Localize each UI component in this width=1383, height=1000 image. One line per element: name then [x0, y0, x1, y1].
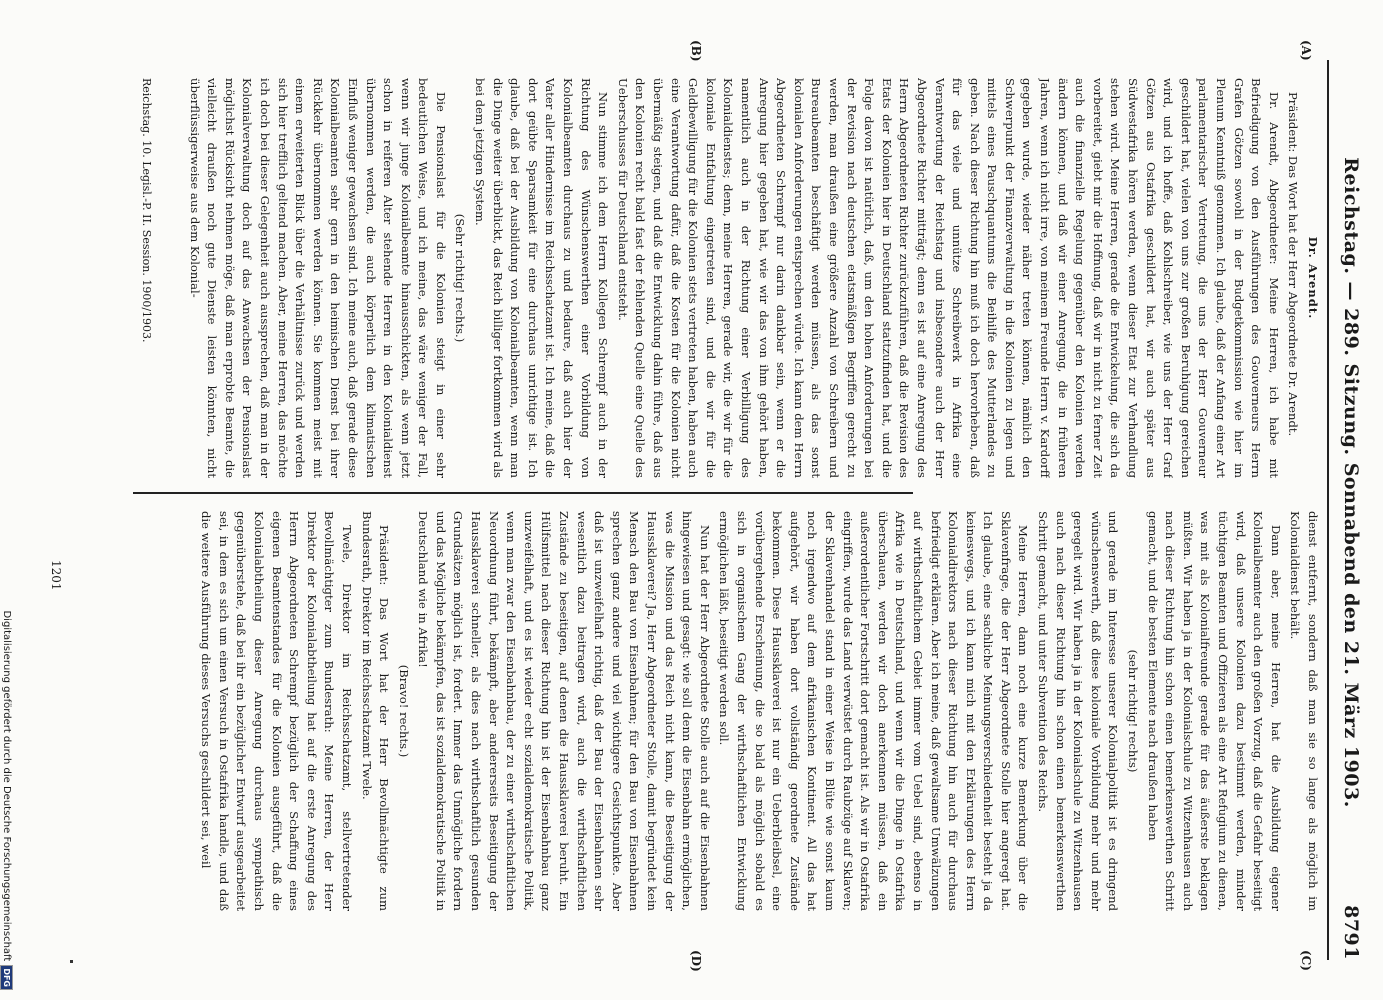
margin-mark-b: (B) [689, 40, 703, 62]
paragraph: Twele, Direktor im Reichsschatzamt, stellvertretender Bevollmächtigter zum Bundesrath: Meine Herren, der Herr Direktor der Kolonialabtheilung hat auf die erste Anregung des Herrn Abgeordneten Schrempf bezüglich der Schaffung eines eigenen Beamtenstandes für die Kolonien ausgeführt, daß die Kolonialabtheilung dieser Anregung durchaus sympathisch gegenüberstehe, daß bei ihr ein bezüglicher Entwurf ausgearbeitet sei, in dem es sich um einen Versuch in Ostafrika handle, und daß die weitere Ausführung dieses Versuchs geschildert sei, weil [199, 511, 354, 911]
header-page-number: 8791 [1340, 905, 1362, 960]
interjection: (Bravo! rechts.) [396, 664, 411, 758]
paragraph: Dann aber, meine Herren, hat die Ausbildung eigener Kolonialbeamter auch den großen Vorzug, daß die Gefahr beseitigt wird, daß unsere Kolonien dazu bestimmt werden, minder tüchtigen Beamten und Offizieren als eine Art Refugium zu dienen, was mit als Kolonialfreunde gerade für das äußerste beklagen müßten. Wir haben ja in der Kolonialschule zu Witzenhausen auch nach dieser Richtung hin schon einen bemerkenswerthen Schritt gemacht, und die besten Elemente nach draußen haben [1145, 511, 1283, 911]
dfg-logo-icon: DFG [0, 965, 13, 990]
page-header [1333, 60, 1369, 960]
footer-page-number: 1201 [49, 560, 63, 591]
interjection: (Sehr richtig! rechts.) [453, 213, 468, 343]
credit-text: Digitalisierung gefördert durch die Deutsche Forschungsgemeinschaft [1, 610, 12, 962]
paragraph: und gerade im Interesse unserer Kolonialpolitik ist es dringend wünschenswerth, daß diese koloniale Vorbildung mehr und mehr geregelt wird. Wir haben ja in der Kolonialschule zu Witzenhausen auch nach dieser Richtung hin schon einen bemerkenswerthen Schritt gemacht, und unter Subvention des Reichs. [1036, 511, 1121, 911]
speaker-heading: Dr. Arendt. [1306, 236, 1320, 320]
margin-mark-c: (C) [1299, 950, 1313, 971]
paragraph: Präsident: Das Wort hat der Herr Bevollmächtigte zum Bundesrath, Direktor im Reichsschatzamt Twele. [359, 511, 392, 911]
paragraph: Dr. Arendt, Abgeordneter: Meine Herren, ich habe mit Befriedigung von den Ausführungen des Gouverneurs Herrn Grafen Götzen sowohl in der Budgetkommission wie hier im Plenum Kenntniß genommen. Ich glaube, daß der Anfang einer Art parlamentarischer Vertretung, die uns der Herr Gouverneur geschildert hat, vielen von uns zur großen Beruhigung gereichen wird, und ich hoffe, daß Kohlschreiber, wie uns der Herr Graf Götzen aus Ostafrika geschildert hat, wir auch später aus Südwestafrika hören werden, wenn dieser Etat zur Verhandlung stehen wird. Meine Herren, gerade die Entwickelung, die sich da vorbereitet, giebt mir die Hoffnung, daß wir in nicht zu ferner Zeit auch die finanzielle Regelung gegenüber den Kolonien werden ändern können, und daß wir einer Anregung, die in früheren Jahren, wenn ich nicht irre, von meinem Freunde Herrn v. Kardorff gegeben wurde, wieder näher treten können, nämlich den Schwerpunkt der Finanzverwaltung in die Kolonien zu legen und mittels eines Pauschquantums die Beihilfe des Mutterlandes zu geben. Nach dieser Richtung hin muß ich doch hervorheben, daß für das viele und unnütze Schreibwerk in Afrika eine Verantwortung der Reichstag und insbesondere auch der Herr Abgeordnete Richter mitträgt; denn es ist auf eine Anregung des Herrn Abgeordneten Richter zurückzuführen, daß die Revision des Etats der Kolonien hier in Deutschland stattzufinden hat, und die Folge davon ist natürlich, daß, um den hohen Anforderungen bei der Revision nach deutschen etatsmäßigen Begriffen gerecht zu werden, man draußen eine größere Anzahl von Schreibern und Bureaubeamten beschäftigt werden müssen, als das sonst kolonialen Anforderungen entsprechen würde. Ich kann dem Herrn Abgeordneten Schrempf nur darin dankbar sein, wenn er die Anregung hier gegeben hat, wie wir das von ihm gehört haben, namentlich auch in der Richtung einer Verbilligung des Kolonialdienstes; denn, meine Herren, gerade wir, die wir für die koloniale Entfaltung eingetreten sind, und die wir für die Geldbewilligung für die Kolonien stets vertreten haben, haben auch eine Verantwortung dafür, daß die Kosten für die Kolonien nicht übermäßig steigen, und daß die Entwicklung dahin führe, daß aus den Kolonien recht bald fast der fehlenden Quelle eine Quelle des Ueberschusses für Deutschland entsteht. [615, 78, 1281, 478]
digitization-credit [0, 0, 13, 1000]
header-rule [1327, 60, 1329, 960]
paragraph: dienst entfernt, sondern daß man sie so lange als möglich im Kolonialdienst behält. [1288, 511, 1320, 911]
left-column [161, 78, 1321, 478]
margin-mark-d: (D) [689, 950, 703, 972]
scan-dot [70, 960, 73, 963]
paragraph: Präsident: Das Wort hat der Herr Abgeordnete Dr. Arendt. [1286, 92, 1301, 437]
interjection: (sehr richtig! rechts) [1126, 649, 1141, 773]
footer-session-info: Reichstag. 10. Legisl.-P. II. Session. 1900/1903. [140, 78, 153, 343]
column-divider [133, 492, 913, 494]
paragraph: Nun hat der Herr Abgeordnete Stolle auch auf die Eisenbahnen hingewiesen und gesagt: wie soll denn die Eisenbahn ermöglichen, was die Mission und das Reich nicht kann, die Beseitigung der Haussklaverei? Ja, Herr Abgeordneter Stolle, damit begründet kein Mensch den Bau von Eisenbahnen; für den Bau von Eisenbahnen sprechen ganz andere und viel wichtigere Gesichtspunkte. Aber daß ist unzweifelhaft richtig, daß der Bau der Eisenbahnen sehr wesentlich dazu beitragen wird, auch die wirthschaftlichen Zustände zu beseitigen, auf denen die Haussklaverei beruht. Ein Hülfsmittel nach dieser Richtung hin ist der Eisenbahnbau ganz unzweifelhaft, und es ist wieder echt sozialdemokratische Politik, wenn man zwar den Eisenbahnbau, der zu einer wirthschaftlichen Neuordnung führt, bekämpft, aber andererseits Beseitigung der Haussklaverei schneller, als dies nach wirthschaftlich gesunden Grundsätzen möglich ist, fordert. Immer das Unmögliche fordern und das Mögliche bekämpfen, das ist sozialdemokratische Politik in Deutschland wie in Afrika! [416, 511, 712, 911]
paragraph: Meine Herren, dann noch eine kurze Bemerkung über die Sklavenfrage, die der Herr Abgeordnete Stolle hier angeregt hat. Ich glaube, eine sachliche Meinungsverschiedenheit besteht ja da keineswegs, und ich kann mich mit den Erklärungen des Herrn Kolonialdirektors nach dieser Richtung hin auch für durchaus befriedigt erklären. Aber ich meine, daß gewaltsame Umwälzungen auf wirthschaftlichem Gebiet immer vom Uebel sind, ebenso in Afrika wie in Deutschland, und wenn wir die Dinge in Ostafrika überschauen, werden wir doch anerkennen müssen, daß ein außerordentlicher Fortschritt dort gemacht ist. Als wir in Ostafrika eingriffen, wurde das Land verwüstet durch Raubzüge auf Sklaven; der Sklavenhandel stand in einer Weise in Blüte wie sonst kaum noch irgendwo auf dem afrikanischen Kontinent. All das hat aufgehört, wir haben dort vollständig geordnete Zustände bekommen. Diese Haussklaverei ist nur ein Ueberbleibsel, eine vorübergehende Erscheinung, die so bald als möglich sobald es sich in organischem Gang der wirthschaftlichen Entwicklung ermöglichen läßt, beseitigt werden soll. [717, 511, 1031, 911]
paragraph: Die Pensionslast für die Kolonien steigt in einer sehr bedeutlichen Weise, und ich meine, das wäre weniger der Fall, wenn wir junge Kolonialbeamte hinausschickten, als wenn jetzt schon in reiferen Alter stehende Herren in den Kolonialdienst übernommen werden, die auch körperlich dem klimatischen Einfluß weniger gewachsen sind. Ich meine auch, daß gerade diese Kolonialbeamten sehr gern in den heimischen Dienst bei ihrer Rückkehr übernommen werden können. Sie kommen meist mit einem erweiterten Blick über die Verhältnisse zurück und werden sich hier trefflich geltend machen. Aber, meine Herren, das möchte ich doch bei dieser Gelegenheit auch aussprechen, daß man in der Kolonialverwaltung doch auf das Anwachsen der Pensionslast möglichst Rücksicht nehmen möge, daß man erprobte Beamte, die vielleicht draußen noch gute Dienste leisten könnten, nicht überflüssigerweise aus dem Kolonial- [187, 78, 448, 478]
right-column [161, 511, 1321, 911]
margin-mark-a: (A) [1299, 40, 1313, 61]
paragraph: Nun stimme ich dem Herrn Kollegen Schrempf auch in der Richtung des Wünschenswerthen einer Vorbildung von Kolonialbeamten durchaus zu und bedaure, daß auch hier der Vater aller Hindernisse im Reichsschatzamt ist. Ich meine, daß die dort geübte Sparsamkeit für eine durchaus unrichtige ist. Ich glaube, daß bei der Ausbildung von Kolonialbeamten, wenn man die Dinge weiter überblickt, das Reich billiger fortkommen wird als bei dem jetzigen System. [473, 78, 611, 478]
header-title: Reichstag. — 289. Sitzung. Sonnabend den 21. März 1903. [1340, 157, 1362, 808]
